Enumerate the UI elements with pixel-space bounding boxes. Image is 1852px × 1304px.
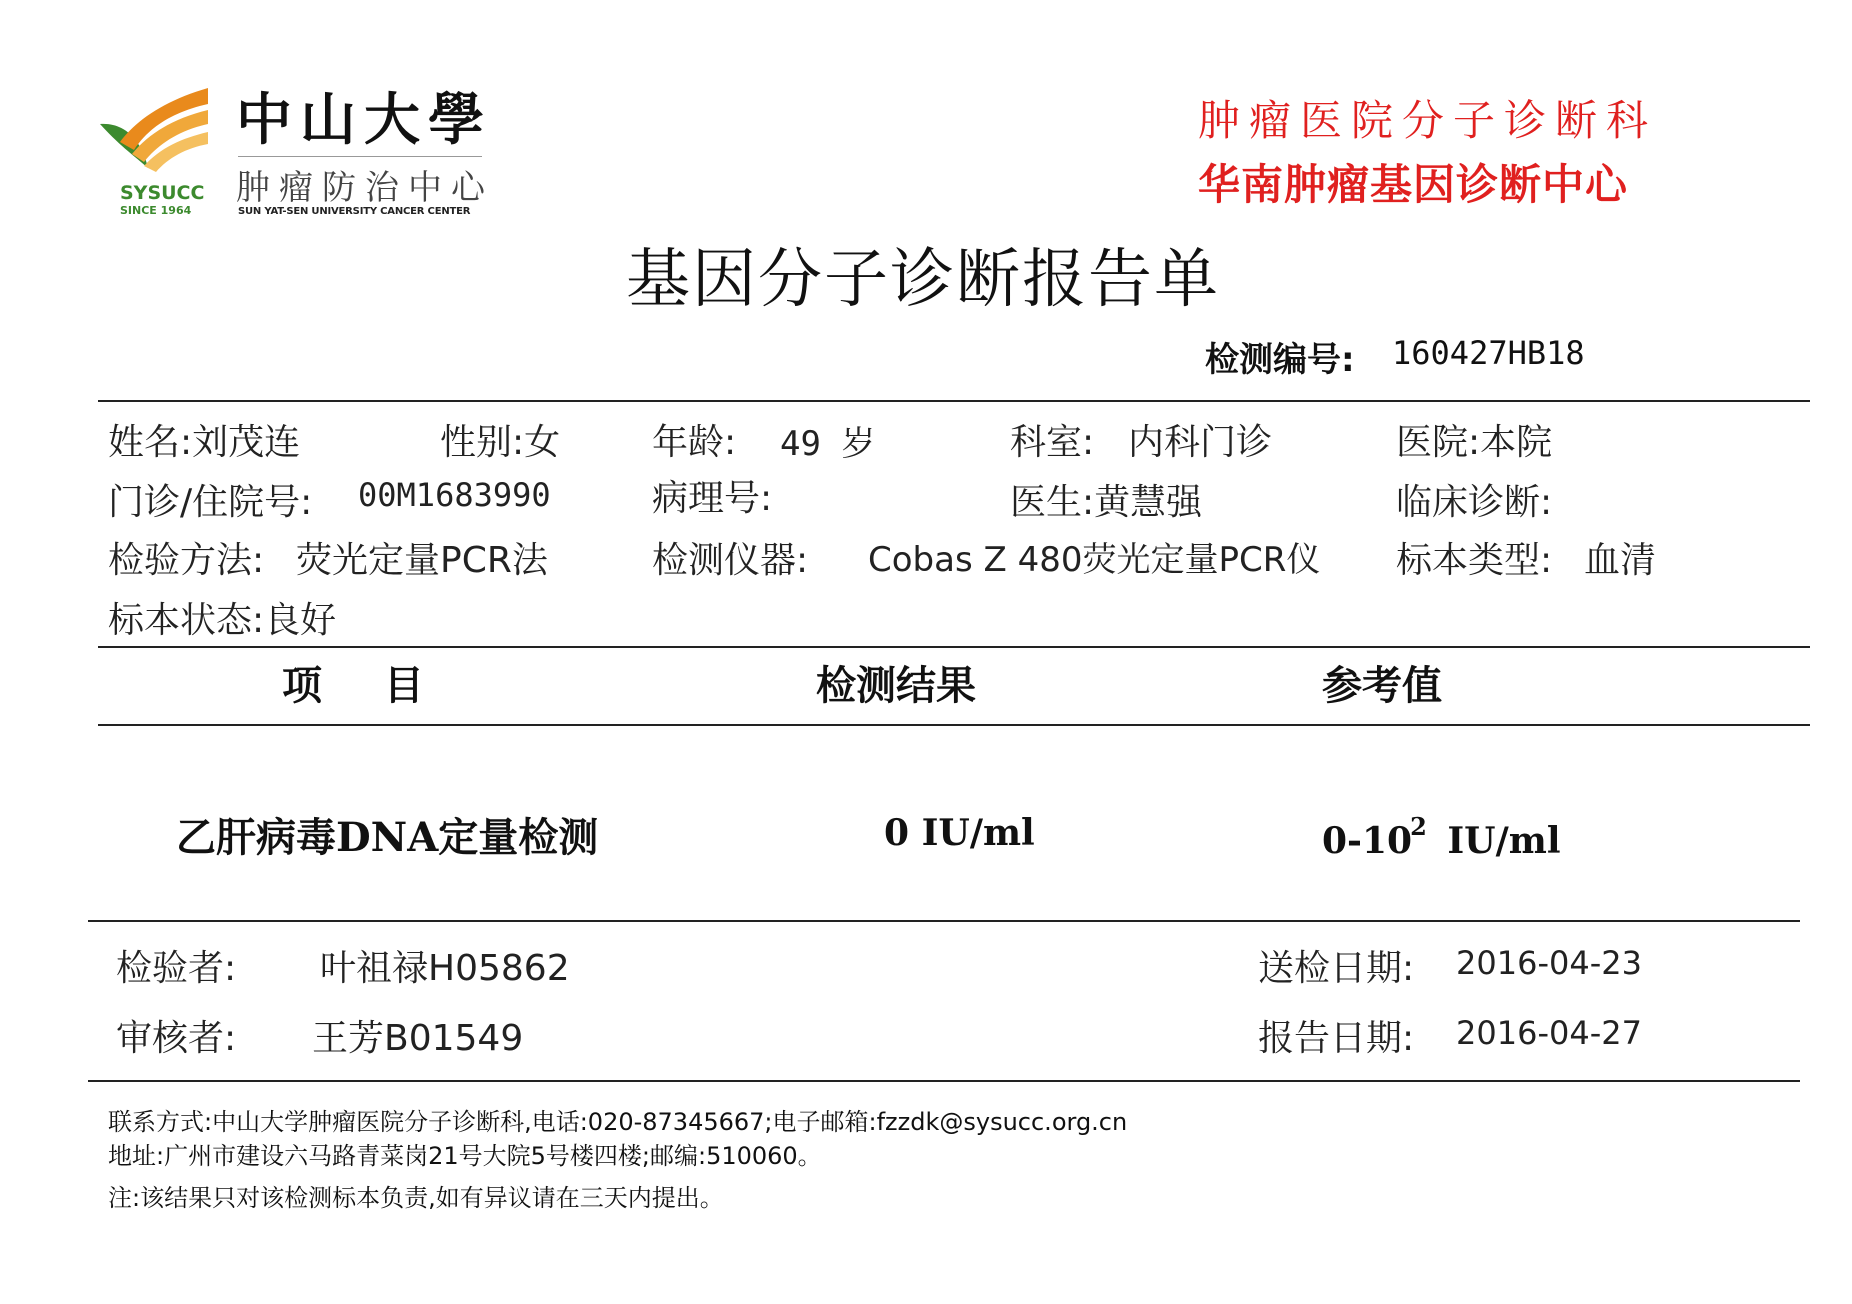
logo-since: SINCE 1964 (120, 204, 192, 217)
opd-number-label: 门诊/住院号: (108, 482, 313, 523)
patient-age-value: 49 岁 (780, 424, 876, 464)
result-value: 0 IU/ml (884, 812, 1035, 854)
instrument-value: Cobas Z 480荧光定量PCR仪 (868, 540, 1321, 580)
divider-footer (88, 1080, 1800, 1082)
report-number-label: 检测编号: (1205, 340, 1355, 380)
sysucc-emblem-icon (96, 82, 208, 182)
logo (96, 82, 496, 222)
reference-exponent: 2 (1410, 812, 1427, 841)
report-title: 基因分子诊断报告单 (626, 243, 1220, 317)
doctor: 医生:黄慧强 (1010, 482, 1203, 523)
patient-dept-label: 科室: (1010, 422, 1095, 463)
report-date-label: 报告日期: (1258, 1018, 1415, 1059)
opd-number-value: 00M1683990 (358, 476, 551, 514)
header-item (282, 654, 438, 711)
footer-address: 地址:广州市建设六马路青菜岗21号大院5号楼四楼;邮编:510060。 (108, 1142, 822, 1170)
header-item-label: 项 目 (282, 663, 438, 709)
footer-note: 注:该结果只对该检测标本负责,如有异议请在三天内提出。 (108, 1184, 724, 1212)
department-center: 华南肿瘤基因诊断中心 (1198, 160, 1629, 209)
header-result: 检测结果 (816, 663, 976, 709)
divider-table-bottom (88, 920, 1800, 922)
instrument-label: 检测仪器: (652, 540, 809, 581)
specimen-status: 标本状态:良好 (108, 600, 337, 641)
method-label: 检验方法: (108, 540, 265, 581)
report-number-value: 160427HB18 (1392, 334, 1585, 372)
patient-gender: 性别:女 (440, 422, 561, 463)
method-value: 荧光定量PCR法 (296, 540, 548, 581)
logo-abbr: SYSUCC (120, 182, 205, 204)
send-date-value: 2016-04-23 (1456, 944, 1642, 982)
divider-top (98, 400, 1810, 402)
specimen-type-value: 血清 (1584, 540, 1657, 581)
reviewer-label: 审核者: (116, 1018, 237, 1059)
specimen-type-label: 标本类型: (1396, 540, 1553, 581)
reference-unit: IU/ml (1447, 820, 1561, 862)
clinical-diagnosis: 临床诊断: (1396, 482, 1553, 523)
patient-name: 姓名:刘茂连 (108, 422, 301, 463)
report-date-value: 2016-04-27 (1456, 1014, 1642, 1052)
footer-contact: 联系方式:中山大学肿瘤医院分子诊断科,电话:020-87345667;电子邮箱:fzzdk@sysucc.org.cn (108, 1108, 1128, 1136)
result-item: 乙肝病毒DNA定量检测 (176, 814, 599, 861)
reference-base: 0-10 (1322, 820, 1413, 862)
divider-table-header (98, 724, 1810, 726)
logo-university-name: 中山大學 (236, 87, 492, 153)
send-date-label: 送检日期: (1258, 948, 1415, 989)
patient-age-label: 年龄: (652, 422, 737, 463)
department-name: 肿瘤医院分子诊断科 (1198, 96, 1658, 145)
inspector-label: 检验者: (116, 948, 237, 989)
pathology-number: 病理号: (652, 478, 773, 519)
patient-dept-value: 内科门诊 (1128, 422, 1273, 463)
logo-center-name: 肿瘤防治中心 (236, 168, 494, 208)
reference-value (1322, 812, 1561, 862)
logo-center-english: SUN YAT-SEN UNIVERSITY CANCER CENTER (238, 206, 471, 217)
patient-hospital: 医院:本院 (1396, 422, 1553, 463)
logo-divider (238, 156, 482, 157)
header-reference: 参考值 (1322, 663, 1442, 709)
reviewer-value: 王芳B01549 (312, 1018, 524, 1059)
inspector-value: 叶祖禄H05862 (320, 948, 570, 989)
divider-table-top (98, 646, 1810, 648)
